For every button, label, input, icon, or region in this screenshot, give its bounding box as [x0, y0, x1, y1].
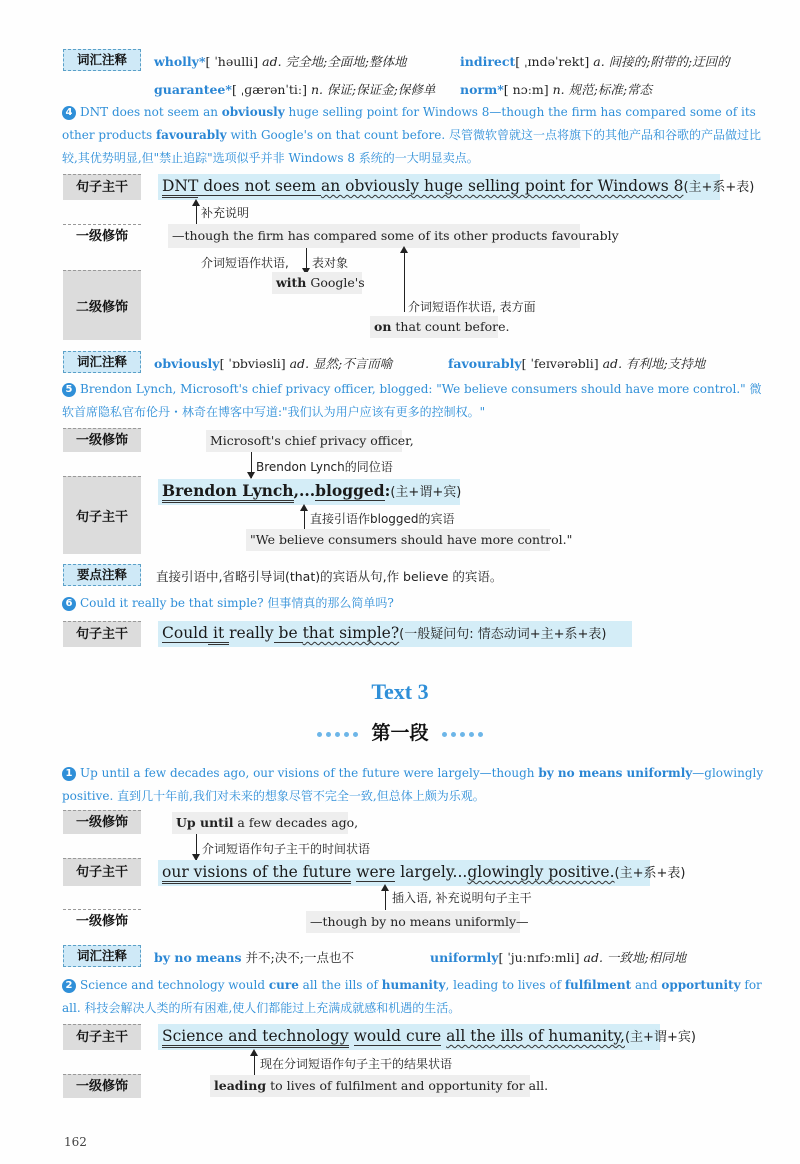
- sentence-number: 2: [62, 979, 76, 993]
- label-first-modifier: 一级修饰: [63, 909, 141, 933]
- vocab-label: 词汇注释: [63, 49, 141, 71]
- sentence-number: 5: [62, 383, 76, 397]
- modifier-text: Up until a few decades ago,: [176, 815, 359, 830]
- vocab-entry-indirect: indirect[ ˌɪndəˈrekt] a. 间接的;附带的;迂回的: [460, 54, 730, 69]
- vocab-entry-uniformly: uniformly[ ˈjuːnɪfɔːmli] ad. 一致地;相同地: [430, 950, 687, 965]
- vocab-entry-guarantee: guarantee*[ ˌɡærənˈtiː] n. 保证;保证金;保修单: [154, 82, 436, 97]
- label-main-clause: 句子主干: [63, 858, 141, 886]
- arrow-up-icon: [400, 246, 408, 253]
- label-main-clause: 句子主干: [63, 476, 141, 554]
- connector-line: [404, 248, 405, 312]
- vocab-label: 词汇注释: [63, 351, 141, 373]
- sentence-number: 6: [62, 597, 76, 611]
- annotation-aspect: 介词短语作状语, 表方面: [408, 300, 536, 314]
- annotation-result-adverbial: 现在分词短语作句子主干的结果状语: [260, 1057, 453, 1071]
- main-clause-sentence: Brendon Lynch,...blogged:(主+谓+宾): [162, 481, 461, 500]
- label-second-modifier: 二级修饰: [63, 270, 141, 340]
- annotation-object: 表对象: [312, 256, 349, 270]
- modifier-text: —though by no means uniformly—: [310, 914, 529, 929]
- vocab-entry-wholly: wholly*[ ˈhəulli] ad. 完全地;全面地;整体地: [154, 54, 407, 69]
- sentence-5-text: 5 Brendon Lynch, Microsoft's chief privacy officer, blogged: "We believe consumers should have more control." 微软首席隐私官布伦丹・林奇在博客中写道:"我们认为用户应该有更多的控制权。": [62, 382, 762, 419]
- label-main-clause: 句子主干: [63, 1024, 141, 1050]
- dots-decoration-icon: [315, 724, 360, 743]
- sentence-number: 4: [62, 106, 76, 120]
- quote-text: "We believe consumers should have more control.": [250, 532, 573, 547]
- annotation-object: 直接引语作blogged的宾语: [310, 512, 455, 526]
- main-clause-sentence: our visions of the future were largely...glowingly positive.(主+系+表): [162, 862, 685, 881]
- modifier-text: Microsoft's chief privacy officer,: [210, 433, 414, 448]
- main-clause-sentence: Could it really be that simple?(一般疑问句: 情态动词+主+系+表): [162, 623, 607, 642]
- section-title: Text 3: [371, 679, 429, 704]
- arrow-up-icon: [192, 199, 200, 206]
- vocab-entry-favourably: favourably[ ˈfeɪvərəbli] ad. 有利地;支持地: [448, 356, 706, 371]
- arrow-up-icon: [250, 1049, 258, 1056]
- main-clause-sentence: DNT does not seem an obviously huge selling point for Windows 8(主+系+表): [162, 176, 754, 195]
- label-first-modifier: 一级修饰: [63, 810, 141, 834]
- text3-sentence-2: 2 Science and technology would cure all the ills of humanity, leading to lives of fulfilment and opportunity for all. 科技会解决人类的所有困难,使人们都能过上充满成就感和机遇的生活。: [62, 978, 762, 1015]
- label-main-clause: 句子主干: [63, 174, 141, 200]
- vocab-label: 词汇注释: [63, 945, 141, 967]
- modifier-text: —though the firm has compared some of its other products favourably: [172, 228, 619, 243]
- key-point-text: 直接引语中,省略引导词(that)的宾语从句,作 believe 的宾语。: [156, 569, 503, 584]
- modifier-on: on that count before.: [374, 319, 510, 334]
- annotation-time-adverbial: 介词短语作句子主干的时间状语: [202, 842, 371, 856]
- main-clause-sentence: Science and technology would cure all the ills of humanity,(主+谓+宾): [162, 1026, 696, 1045]
- sentence-4-text: 4 DNT does not seem an obviously huge selling point for Windows 8—though the firm has compared some of its other products favourably with Google's on that count before. 尽管微软曾就这一点将旗下的其他产品和谷歌的产品做过比较,其优势明显,但"禁止追踪"选项似乎并非 Windows 8 系统的一大明显卖点。: [62, 105, 761, 165]
- annotation-appositive: Brendon Lynch的同位语: [256, 460, 393, 474]
- dots-decoration-icon: [440, 724, 485, 743]
- annotation-prep-phrase: 介词短语作状语,: [201, 256, 289, 270]
- arrow-down-icon: [247, 472, 255, 479]
- key-point-label: 要点注释: [63, 564, 141, 586]
- sentence-number: 1: [62, 767, 76, 781]
- label-first-modifier: 一级修饰: [63, 1074, 141, 1098]
- label-main-clause: 句子主干: [63, 621, 141, 647]
- page-number: 162: [64, 1135, 87, 1149]
- label-first-modifier: 一级修饰: [63, 224, 141, 248]
- modifier-text: leading to lives of fulfilment and opportunity for all.: [214, 1078, 549, 1093]
- annotation-supplement: 补充说明: [201, 206, 250, 220]
- modifier-with: with Google's: [276, 275, 365, 290]
- text3-sentence-1: 1 Up until a few decades ago, our visions of the future were largely—though by no means uniformly—glowingly positive. 直到几十年前,我们对未来的想象尽管不完全一致,但总体上颇为乐观。: [62, 766, 764, 803]
- arrow-up-icon: [300, 504, 308, 511]
- sentence-6-text: 6 Could it really be that simple? 但事情真的那么简单吗?: [62, 592, 766, 615]
- label-first-modifier: 一级修饰: [63, 428, 141, 452]
- vocab-entry-obviously: obviously[ ˈɒbviəsli] ad. 显然;不言而喻: [154, 356, 393, 371]
- paragraph-heading: 第一段: [0, 718, 800, 745]
- vocab-entry-by-no-means: by no means 并不;决不;一点也不: [154, 950, 354, 965]
- arrow-up-icon: [381, 884, 389, 891]
- vocab-entry-norm: norm*[ nɔːm] n. 规范;标准;常态: [460, 82, 653, 97]
- annotation-parenthetical: 插入语, 补充说明句子主干: [392, 891, 532, 905]
